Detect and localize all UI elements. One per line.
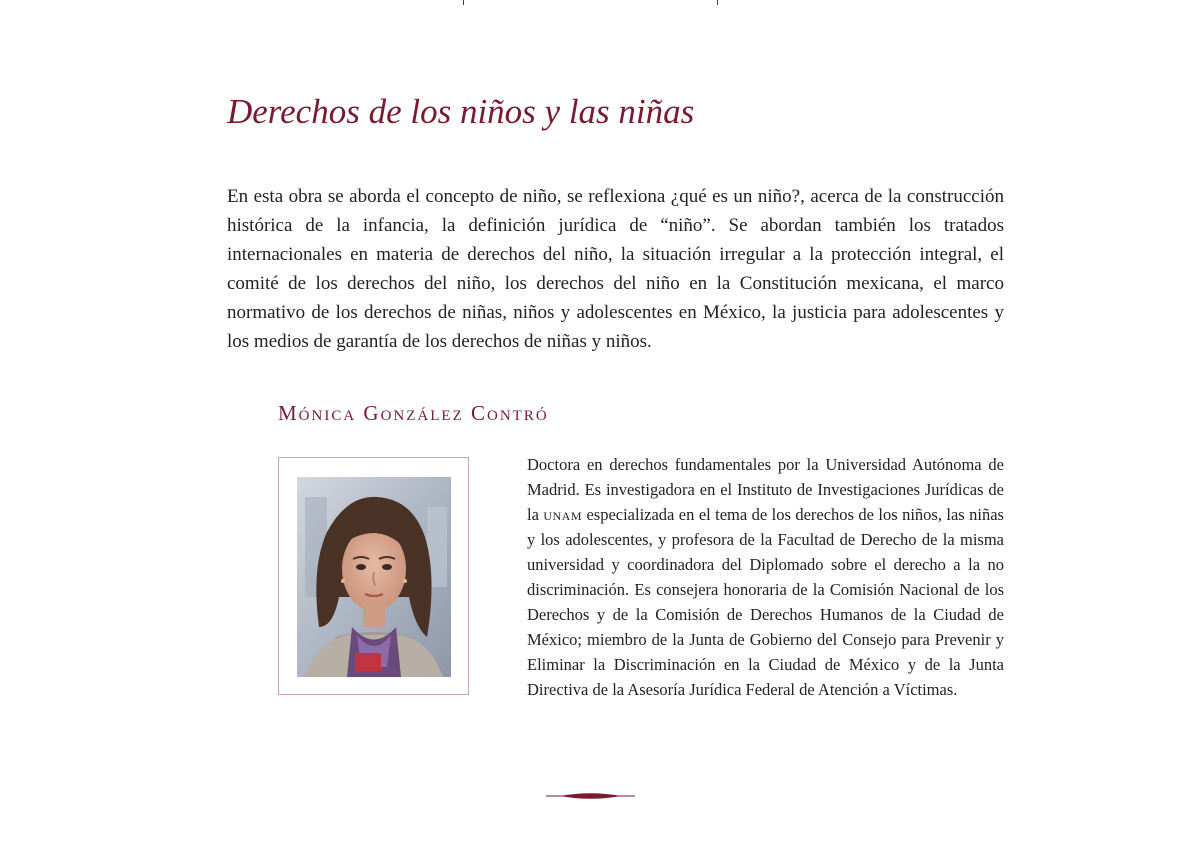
section-end-ornament (546, 790, 635, 802)
top-rule-tick-left (463, 0, 464, 5)
top-rule-tick-right (717, 0, 718, 5)
author-name: Mónica González Contró (278, 401, 549, 425)
section-title: Derechos de los niños y las niñas (227, 92, 695, 131)
author-photo-frame (278, 457, 469, 695)
author-bio-text-2: especializada en el tema de los derechos de los niños, las niñas y los adolescentes, y profesora de la Facultad de Derecho de la misma universidad y coordinadora del Diplomado sobre el derecho a la no discriminación. Es consejera honoraria de la Comisión Nacional de los Derechos y de la Comisión de Derechos Humanos de la Ciudad de México; miembro de la Junta de Gobierno del Consejo para Prevenir y Eliminar la Discriminación en la Ciudad de México y de la Junta Directiva de la Asesoría Jurídica Federal de Atención a Víctimas. (527, 505, 1004, 699)
author-bio-text-1: Doctora en derechos fundamentales por la Universidad Autónoma de Madrid. Es investigadora en el Instituto de Investigaciones Jurídicas de la (527, 455, 1004, 524)
section-summary: En esta obra se aborda el concepto de niño, se reflexiona ¿qué es un niño?, acerca de la construcción histórica de la infancia, la definición jurídica de “niño”. Se abordan también los tratados internacionales en materia de derechos del niño, la situación irregular a la protección integral, el comité de los derechos del niño, los derechos del niño en la Constitución mexicana, el marco normativo de los derechos de niñas, niños y adolescentes en México, la justicia para adolescentes y los medios de garantía de los derechos de niñas y niños. (227, 186, 1004, 352)
author-portrait-illustration (297, 477, 451, 677)
author-photo (297, 477, 451, 677)
author-bio (527, 452, 1004, 702)
author-bio-acronym: unam (543, 505, 583, 524)
